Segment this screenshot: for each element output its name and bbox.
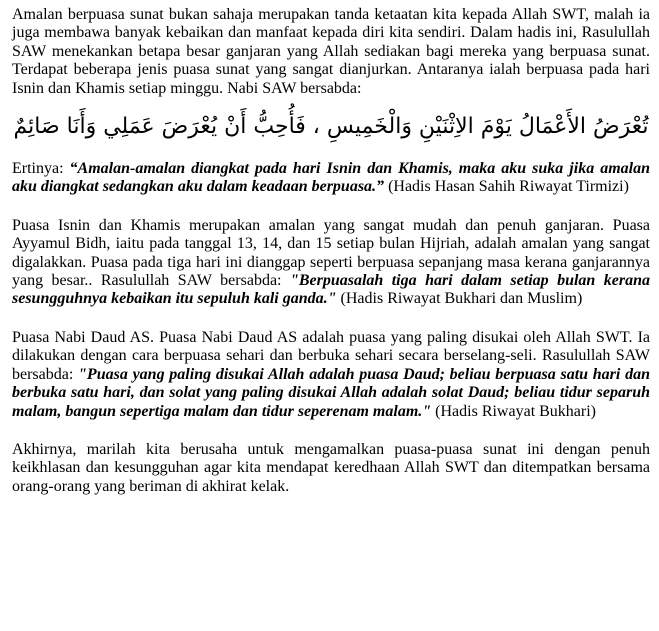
nabi-daud-quote: "Puasa yang paling disukai Allah adalah puasa Daud; beliau berpuasa satu hari dan berbuka satu hari, dan solat yang paling disukai Allah adalah solat Daud; beliau tidur separuh malam, bangun sepertiga malam dan tidur seperenam malam." <box>12 365 650 420</box>
nabi-daud-source: (Hadis Riwayat Bukhari) <box>431 402 597 420</box>
translation-prefix: Ertinya: <box>12 160 70 178</box>
translation-source: (Hadis Hasan Sahih Riwayat Tirmizi) <box>384 178 629 196</box>
ayyamul-bidh-text: Puasa Isnin dan Khamis merupakan amalan yang sangat mudah dan penuh ganjaran. Puasa Ayyamul Bidh, iaitu pada tanggal 13, 14, dan 15 setiap bulan Hijriah, adalah amalan yang sangat digalakkan. Puasa pada tiga hari ini dianggap seperti berpuasa sepanjang masa kerana ganjarannya yang besar.. Rasulullah SAW bersabda: <box>12 216 650 290</box>
intro-paragraph: Amalan berpuasa sunat bukan sahaja merupakan tanda ketaatan kita kepada Allah SWT, malah ia juga membawa banyak kebaikan dan manfaat kepada diri kita sendiri. Dalam hadis ini, Rasulullah SAW menekankan betapa besar ganjaran yang Allah sediakan bagi mereka yang berpuasa sunat. Terdapat beberapa jenis puasa sunat yang sangat dianjurkan. Antaranya ialah berpuasa pada hari Isnin dan Khamis setiap minggu. Nabi SAW bersabda: <box>12 6 650 97</box>
ayyamul-bidh-source: (Hadis Riwayat Bukhari dan Muslim) <box>336 290 583 308</box>
ayyamul-bidh-quote: "Berpuasalah tiga hari dalam setiap bulan kerana sesungguhnya kebaikan itu sepuluh kali ganda." <box>12 272 651 308</box>
translation-quote: “Amalan-amalan diangkat pada hari Isnin dan Khamis, maka aku suka jika amalan aku diangkat sedangkan aku dalam keadaan berpuasa.” <box>12 160 650 196</box>
closing-paragraph: Akhirnya, marilah kita berusaha untuk mengamalkan puasa-puasa sunat ini dengan penuh keikhlasan dan kesungguhan agar kita mendapat keredhaan Allah SWT dan ditempatkan bersama orang-orang yang beriman di akhirat kelak. <box>12 440 650 495</box>
nabi-daud-paragraph <box>12 329 650 421</box>
translation-paragraph <box>12 160 650 197</box>
document-body <box>12 6 650 496</box>
arabic-hadith-text: تُعْرَضُ الأَعْمَالُ يَوْمَ الاِثْنَيْنِ وَالْخَمِيسِ ، فَأُحِبُّ أَنْ يُعْرَضَ عَمَلِي وَأَنَا صَائِمٌ <box>13 114 649 140</box>
nabi-daud-text: Puasa Nabi Daud AS. Puasa Nabi Daud AS adalah puasa yang paling disukai oleh Allah SWT. Ia dilakukan dengan cara berpuasa sehari dan berbuka sehari secara berselang-seli. Rasulullah SAW bersabda: <box>12 328 650 383</box>
ayyamul-bidh-paragraph <box>12 217 650 309</box>
